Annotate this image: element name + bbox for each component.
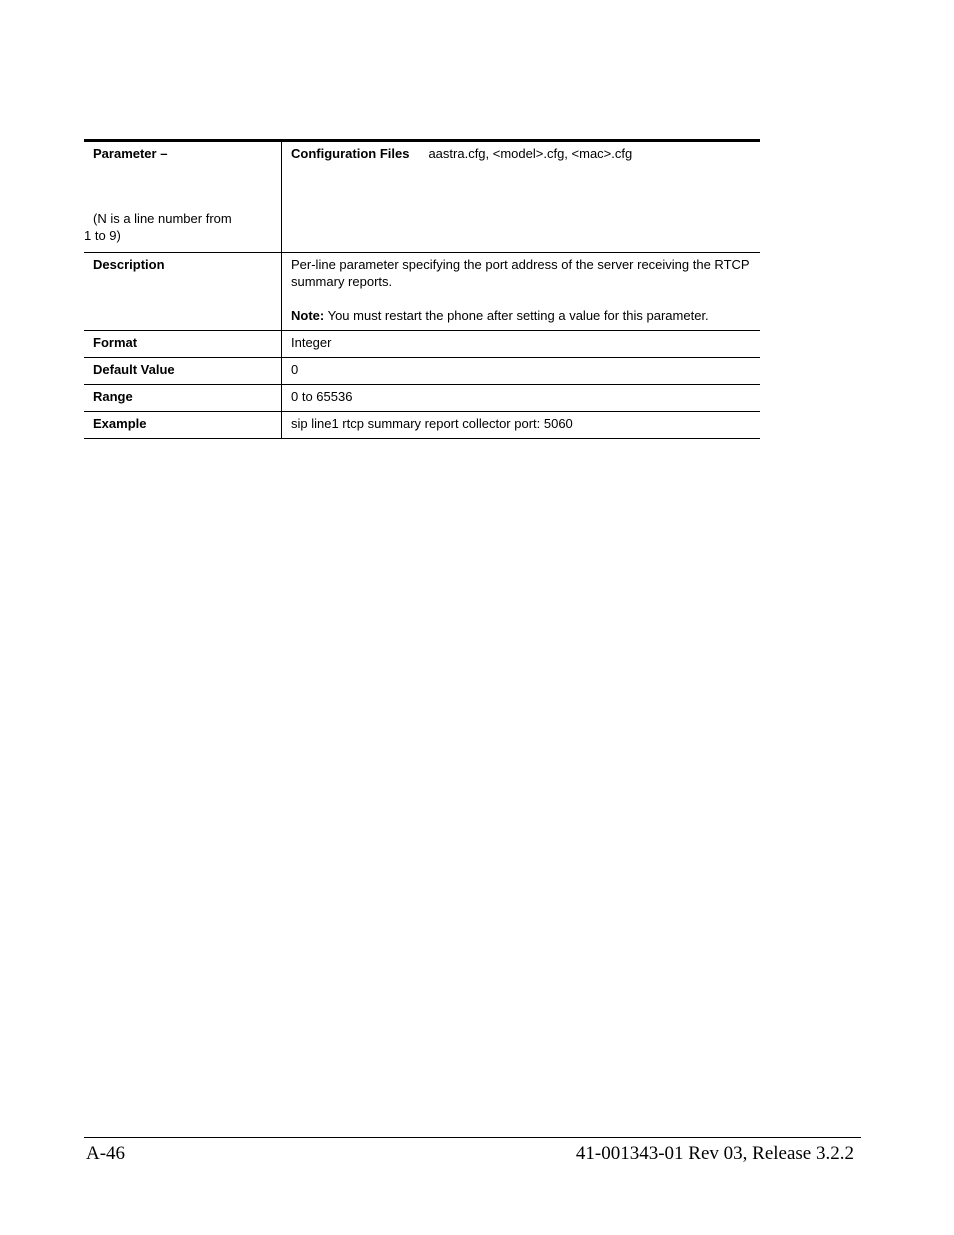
parameter-label-cell [84,141,282,253]
table-row-format [84,331,760,358]
footer-divider [84,1137,861,1138]
document-info: 41-001343-01 Rev 03, Release 3.2.2 [575,1143,854,1164]
example-value: sip line1 rtcp summary report collector port: 5060 [282,412,761,439]
description-text: Per-line parameter specifying the port address of the server receiving the RTCP summary reports. [291,257,750,289]
table-row-example [84,412,760,439]
config-files-cell [282,141,761,253]
parameter-note-line2: 1 to 9) [84,228,121,243]
table-row-default-value [84,358,760,385]
parameter-label: Parameter – [93,146,168,161]
range-value: 0 to 65536 [282,385,761,412]
format-value: Integer [282,331,761,358]
table-row-parameter [84,141,760,253]
config-files-label: Configuration Files [291,146,410,161]
default-value-label: Default Value [84,358,282,385]
default-value-value: 0 [282,358,761,385]
description-note [291,307,752,324]
range-label: Range [84,385,282,412]
table-row-description [84,253,760,331]
parameter-note [84,210,273,244]
description-value-cell [282,253,761,331]
parameter-table [84,139,760,439]
table-row-range [84,385,760,412]
example-label: Example [84,412,282,439]
description-label: Description [84,253,282,331]
format-label: Format [84,331,282,358]
note-text: You must restart the phone after setting a value for this parameter. [324,308,709,323]
note-label: Note: [291,308,325,323]
config-files-value: aastra.cfg, <model>.cfg, <mac>.cfg [428,146,633,161]
page-number: A-46 [86,1143,126,1164]
parameter-note-line1: (N is a line number from [93,211,232,226]
